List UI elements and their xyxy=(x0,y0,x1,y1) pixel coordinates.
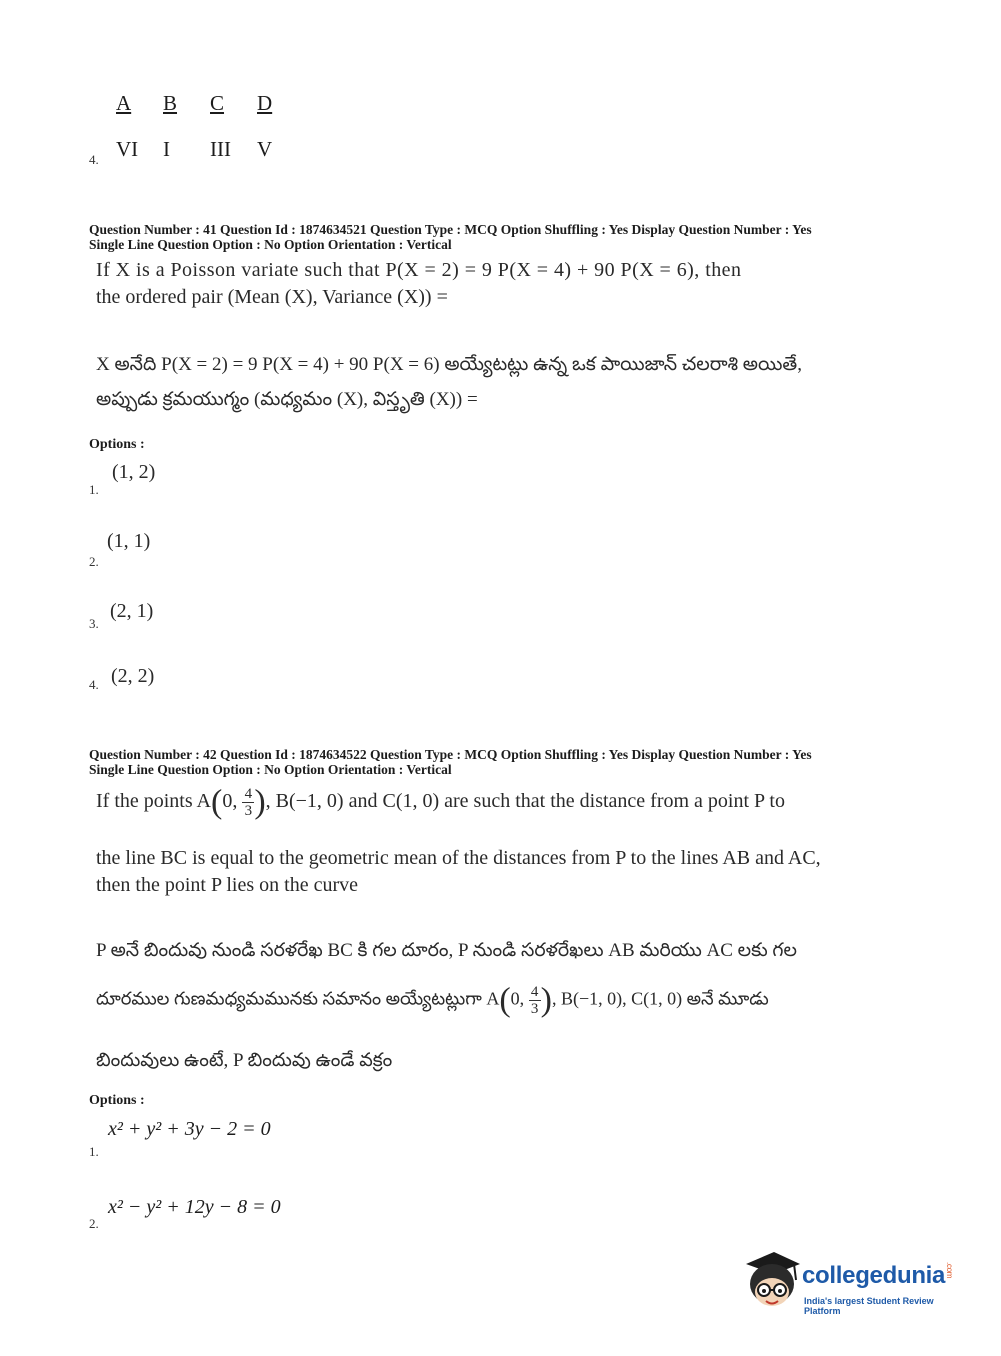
q42-option-1-value: x² + y² + 3y − 2 = 0 xyxy=(108,1118,271,1140)
q42-english-line1-pre: If the points A xyxy=(96,790,211,813)
q41-option-4-number: 4. xyxy=(89,677,99,692)
brand-suffix: .com xyxy=(945,1262,955,1279)
q41-option-1-value: (1, 2) xyxy=(112,461,156,483)
fraction-numerator-telugu: 4 xyxy=(530,984,539,1000)
tagline: India's largest Student Review Platform xyxy=(804,1296,934,1316)
column-d-header: D xyxy=(257,91,273,115)
prev-option-number: 4. xyxy=(89,152,99,167)
point-a-x: 0, xyxy=(222,790,238,813)
q42-telugu-line2-post: , B(−1, 0), C(1, 0) అనే మూడు xyxy=(551,988,769,1009)
value-b: I xyxy=(163,137,170,161)
q42-telugu-line2: దూరముల గుణమధ్యమమునకు సమానం అయ్యేటట్లుగా A(0, $\frac{4}{3}$ ), B(−1, 0), C(1, 0) అనే మూడు xyxy=(96,981,769,1019)
fraction-denominator: 3 xyxy=(244,803,253,819)
q41-telugu-line1: X అనేది P(X = 2) = 9 P(X = 4) + 90 P(X = 6) అయ్యేటట్లు ఉన్న ఒక పాయిజాన్ చలరాశి అయితే, xyxy=(96,354,802,375)
q41-meta-line1: Question Number : 41 Question Id : 1874634521 Question Type : MCQ Option Shuffling : Yes Display Question Number : Yes xyxy=(89,222,812,237)
q42-telugu-line1: P అనే బిందువు నుండి సరళరేఖ BC కి గల దూరం, P నుండి సరళరేఖలు AB మరియు AC లకు గల xyxy=(96,940,797,961)
q41-option-4-value: (2, 2) xyxy=(111,665,155,687)
q42-english-line2: the line BC is equal to the geometric mean of the distances from P to the lines AB and AC, xyxy=(96,847,821,869)
q42-option-2-number: 2. xyxy=(89,1216,99,1231)
fraction-numerator: 4 xyxy=(244,786,253,802)
fraction-four-thirds xyxy=(242,786,254,819)
q42-option-1-number: 1. xyxy=(89,1144,99,1159)
brand-text: collegedunia xyxy=(802,1262,946,1289)
value-d: V xyxy=(257,137,273,161)
q42-english-line1-post: , B(−1, 0) and C(1, 0) are such that the distance from a point P to xyxy=(265,790,785,813)
q41-option-3-number: 3. xyxy=(89,616,99,631)
brand-name xyxy=(802,1262,954,1290)
q41-option-1-number: 1. xyxy=(89,482,99,497)
q41-option-3-value: (2, 1) xyxy=(110,600,154,622)
column-b-header: B xyxy=(163,91,178,115)
point-a-x-telugu: 0, xyxy=(510,988,525,1009)
q42-meta-line2: Single Line Question Option : No Option Orientation : Vertical xyxy=(89,762,452,777)
match-table-row xyxy=(116,137,304,162)
mascot-icon xyxy=(742,1250,802,1312)
value-c: III xyxy=(210,137,231,161)
q41-meta-line2: Single Line Question Option : No Option Orientation : Vertical xyxy=(89,237,452,252)
match-table-header xyxy=(116,91,304,116)
q42-english-line1: If the points A(0, $\frac{4}{3}$ ), B(−1, 0) and C(1, 0) are such that the distance from a point P to xyxy=(96,783,785,821)
q42-meta-line1: Question Number : 42 Question Id : 1874634522 Question Type : MCQ Option Shuffling : Yes Display Question Number : Yes xyxy=(89,747,812,762)
column-a-header: A xyxy=(116,91,132,115)
fraction-four-thirds-telugu xyxy=(529,984,541,1017)
q41-option-2-number: 2. xyxy=(89,554,99,569)
collegedunia-logo[interactable] xyxy=(742,1250,972,1322)
q42-telugu-line3: బిందువులు ఉంటే, P బిందువు ఉండే వక్రం xyxy=(96,1050,393,1071)
column-c-header: C xyxy=(210,91,225,115)
q42-options-label: Options : xyxy=(89,1093,145,1108)
q42-option-2-value: x² − y² + 12y − 8 = 0 xyxy=(108,1196,281,1218)
value-a: VI xyxy=(116,137,139,161)
q41-english-line2: the ordered pair (Mean (X), Variance (X)) = xyxy=(96,286,448,308)
q41-telugu-line2: అప్పుడు క్రమయుగ్మం (మధ్యమం (X), విస్తృతి (X)) = xyxy=(96,389,478,410)
q42-telugu-line2-pre: దూరముల గుణమధ్యమమునకు సమానం అయ్యేటట్లుగా A xyxy=(96,988,500,1009)
q41-option-2-value: (1, 1) xyxy=(107,530,151,552)
q42-english-line3: then the point P lies on the curve xyxy=(96,874,358,896)
fraction-denominator-telugu: 3 xyxy=(530,1001,539,1017)
q41-options-label: Options : xyxy=(89,437,145,452)
q41-english-line1: If X is a Poisson variate such that P(X = 2) = 9 P(X = 4) + 90 P(X = 6), then xyxy=(96,259,742,281)
